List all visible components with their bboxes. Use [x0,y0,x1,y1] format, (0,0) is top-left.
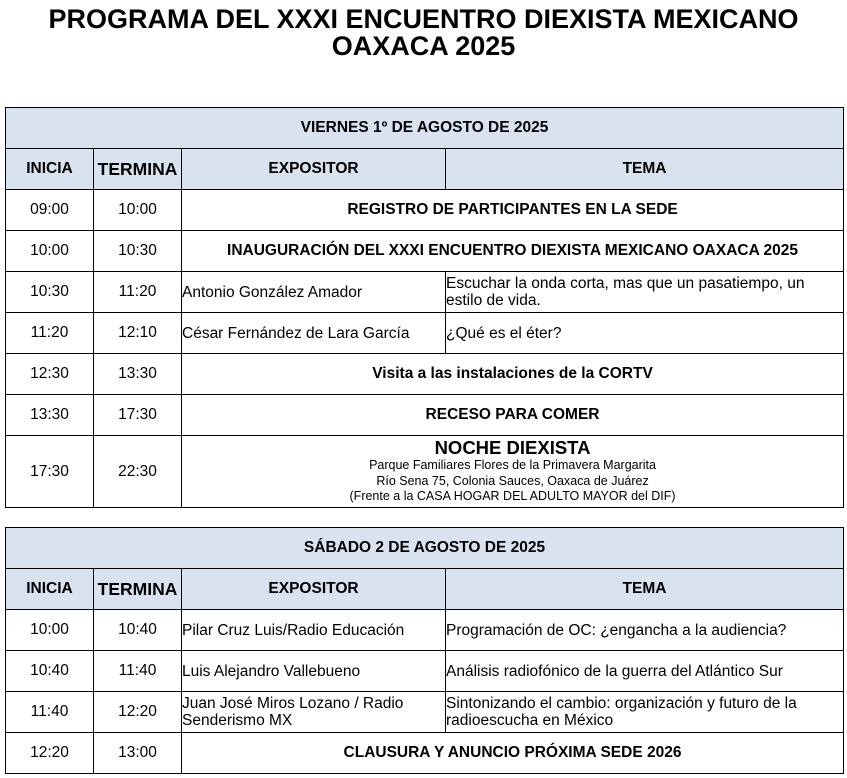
start-time: 11:20 [6,313,94,354]
header-inicia: INICIA [6,569,94,610]
talk-topic: Análisis radiofónico de la guerra del Atlántico Sur [446,651,844,692]
event-title: CLAUSURA Y ANUNCIO PRÓXIMA SEDE 2026 [182,733,844,774]
start-time: 10:40 [6,651,94,692]
page-title [0,6,847,60]
day-header-row [6,108,844,149]
table-row [6,436,844,508]
start-time: 11:40 [6,692,94,733]
page-title-line-1: PROGRAMA DEL XXXI ENCUENTRO DIEXISTA MEXICANO [48,4,799,34]
end-time: 17:30 [94,395,182,436]
venue-address: Río Sena 75, Colonia Sauces, Oaxaca de Juárez [376,473,649,488]
start-time: 17:30 [6,436,94,508]
end-time: 12:20 [94,692,182,733]
table-row [6,272,844,313]
table-row [6,692,844,733]
page-title-line-2: OAXACA 2025 [331,31,516,61]
table-row [6,354,844,395]
event-title: Visita a las instalaciones de la CORTV [182,354,844,395]
schedule-table-viernes [5,107,844,508]
day-header-row [6,528,844,569]
start-time: 13:30 [6,395,94,436]
talk-topic: Escuchar la onda corta, mas que un pasatiempo, un estilo de vida. [446,272,844,313]
end-time: 11:20 [94,272,182,313]
header-expositor: EXPOSITOR [182,569,446,610]
start-time: 10:30 [6,272,94,313]
event-title: RECESO PARA COMER [182,395,844,436]
table-row [6,733,844,774]
event-title: REGISTRO DE PARTICIPANTES EN LA SEDE [182,190,844,231]
day-title: VIERNES 1º DE AGOSTO DE 2025 [6,108,844,149]
header-tema: TEMA [446,569,844,610]
table-row [6,651,844,692]
column-header-row [6,149,844,190]
start-time: 10:00 [6,610,94,651]
speaker-name: César Fernández de Lara García [182,313,446,354]
speaker-name: Luis Alejandro Vallebueno [182,651,446,692]
end-time: 10:40 [94,610,182,651]
end-time: 13:00 [94,733,182,774]
venue-reference: (Frente a la CASA HOGAR DEL ADULTO MAYOR del DIF) [349,489,676,504]
event-title: INAUGURACIÓN DEL XXXI ENCUENTRO DIEXISTA MEXICANO OAXACA 2025 [182,231,844,272]
start-time: 10:00 [6,231,94,272]
speaker-name: Pilar Cruz Luis/Radio Educación [182,610,446,651]
header-termina: TERMINA [94,149,182,190]
start-time: 09:00 [6,190,94,231]
talk-topic: Sintonizando el cambio: organización y futuro de la radioescucha en México [446,692,844,733]
talk-topic: Programación de OC: ¿engancha a la audiencia? [446,610,844,651]
start-time: 12:30 [6,354,94,395]
end-time: 10:00 [94,190,182,231]
noche-diexista-cell [182,436,844,508]
column-header-row [6,569,844,610]
table-row [6,610,844,651]
speaker-name: Juan José Miros Lozano / Radio Senderismo MX [182,692,446,733]
header-tema: TEMA [446,149,844,190]
event-title: NOCHE DIEXISTA [434,437,591,459]
header-expositor: EXPOSITOR [182,149,446,190]
end-time: 11:40 [94,651,182,692]
talk-topic: ¿Qué es el éter? [446,313,844,354]
end-time: 22:30 [94,436,182,508]
end-time: 10:30 [94,231,182,272]
schedule-table-sabado [5,527,844,774]
header-inicia: INICIA [6,149,94,190]
venue-name: Parque Familiares Flores de la Primavera Margarita [369,458,656,473]
header-termina: TERMINA [94,569,182,610]
table-row [6,190,844,231]
day-title: SÁBADO 2 DE AGOSTO DE 2025 [6,528,844,569]
start-time: 12:20 [6,733,94,774]
speaker-name: Antonio González Amador [182,272,446,313]
table-row [6,231,844,272]
end-time: 13:30 [94,354,182,395]
table-row [6,313,844,354]
table-row [6,395,844,436]
end-time: 12:10 [94,313,182,354]
